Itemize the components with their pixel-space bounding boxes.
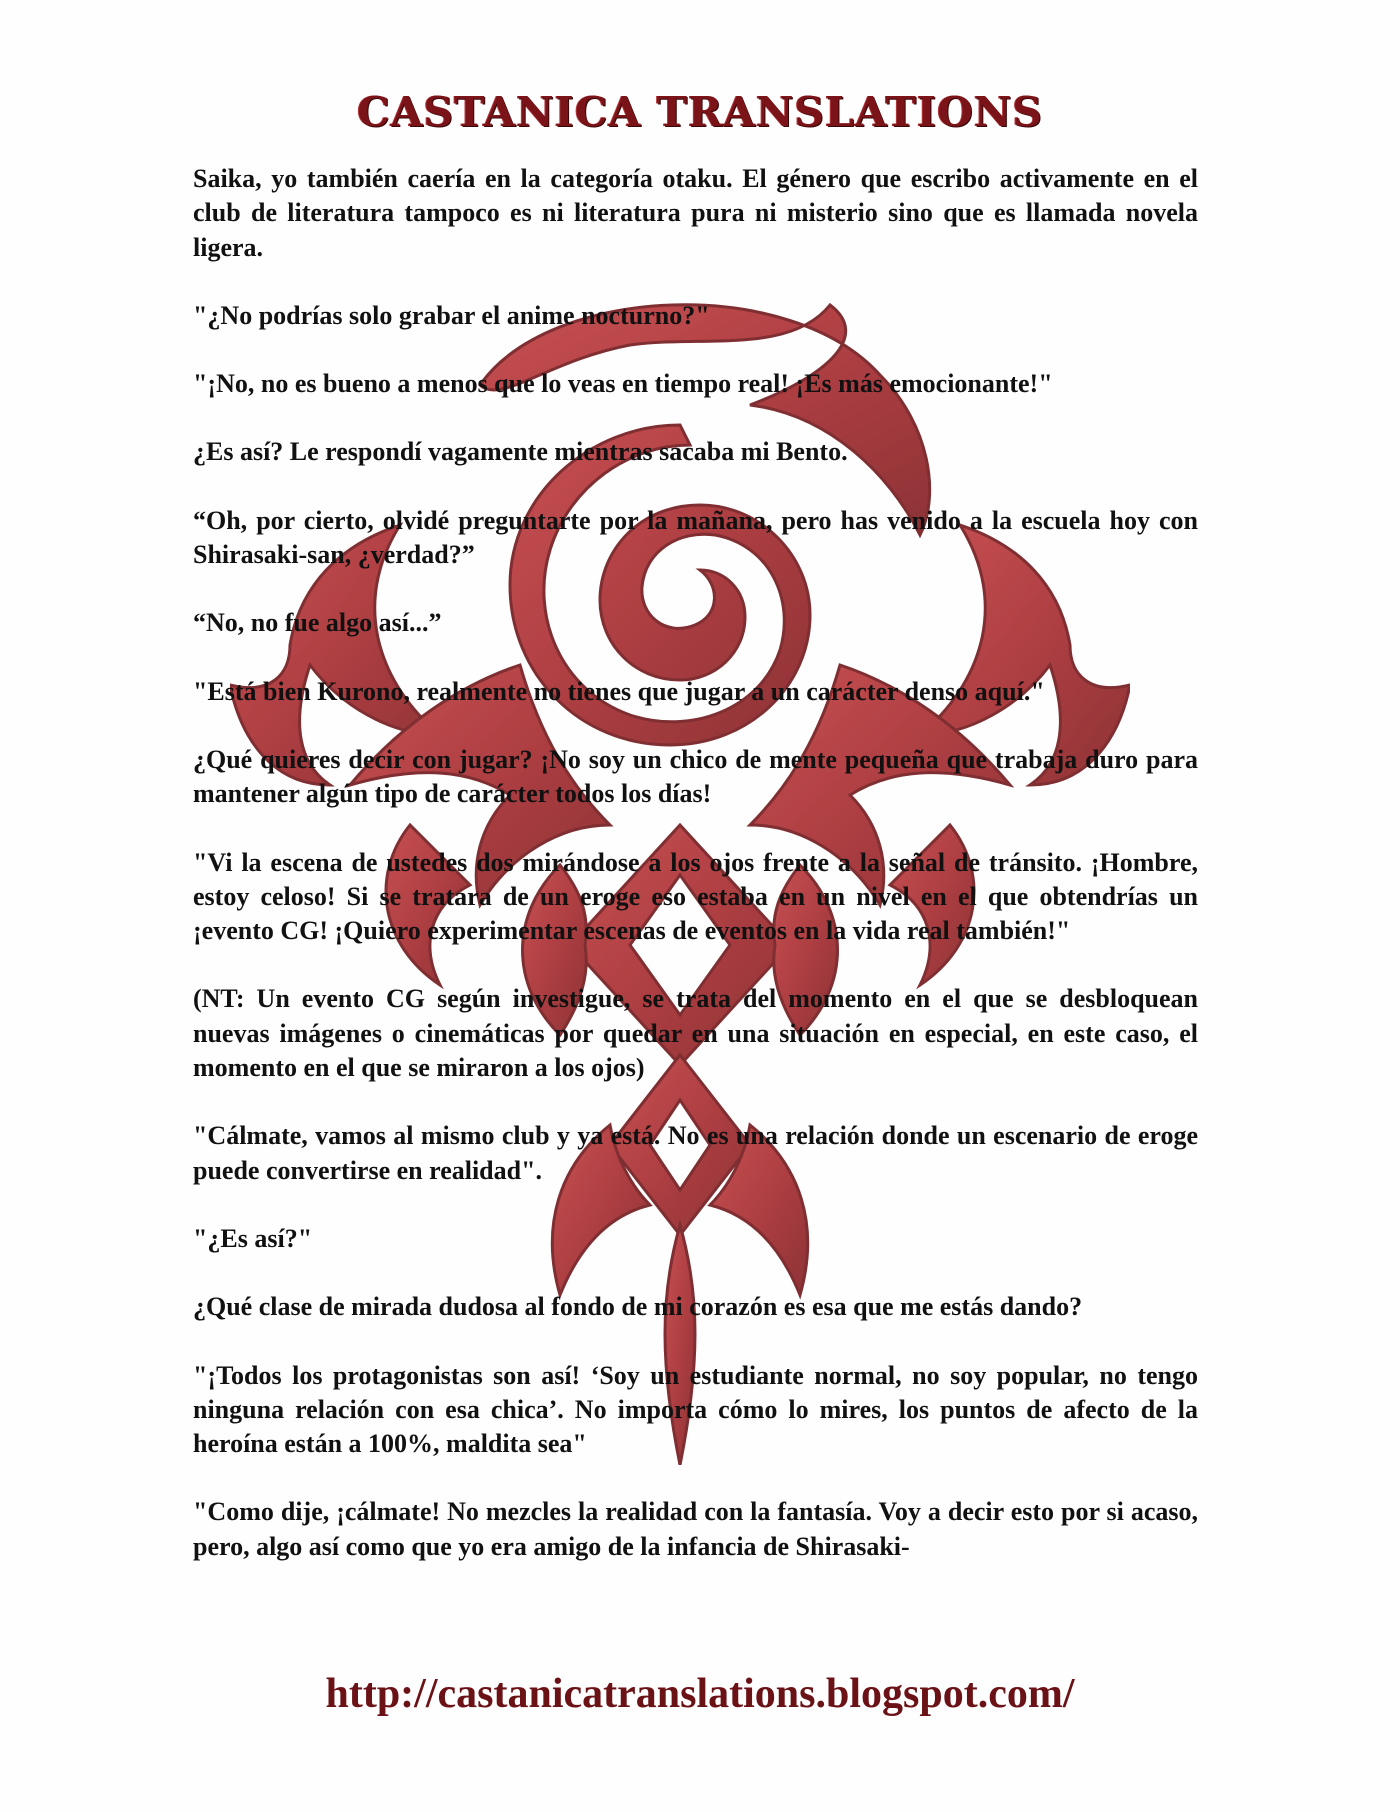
paragraph: ¿Qué quieres decir con jugar? ¡No soy un chico de mente pequeña que trabaja duro para mantener algún tipo de carácter todos los días! xyxy=(193,744,1198,809)
paragraph: “No, no fue algo así...” xyxy=(193,608,442,638)
paragraph: ¿Es así? Le respondí vagamente mientras sacaba mi Bento. xyxy=(193,437,848,467)
paragraph: (NT: Un evento CG según investigue, se trata del momento en el que se desbloquean nuevas imágenes o cinemáticas por quedar en una situación en especial, en este caso, el momento en el que se miraron a los ojos) xyxy=(193,984,1198,1083)
paragraph: "¡No, no es bueno a menos que lo veas en tiempo real! ¡Es más emocionante!" xyxy=(193,369,1053,399)
site-title: CASTANICA TRANSLATIONS xyxy=(357,88,1043,136)
footer-url-link[interactable]: http://castanicatranslations.blogspot.com/ xyxy=(325,1671,1075,1717)
paragraph: "Vi la escena de ustedes dos mirándose a los ojos frente a la señal de tránsito. ¡Hombre, estoy celoso! Si se tratara de un eroge eso estaba en un nivel en el que obtendrías un ¡evento CG! ¡Quiero experimentar escenas de eventos en la vida real también!" xyxy=(193,847,1198,946)
paragraph: Saika, yo también caería en la categoría otaku. El género que escribo activamente en el club de literatura tampoco es ni literatura pura ni misterio sino que es llamada novela ligera. xyxy=(193,164,1198,262)
paragraph: "¿No podrías solo grabar el anime nocturno?" xyxy=(193,300,710,330)
paragraph: "Está bien Kurono, realmente no tienes que jugar a un carácter denso aquí." xyxy=(193,676,1045,706)
paragraph: "¡Todos los protagonistas son así! ‘Soy un estudiante normal, no soy popular, no tengo ninguna relación con esa chica’. No importa cómo lo mires, los puntos de afecto de la heroína están a 100%, maldita sea" xyxy=(193,1360,1198,1459)
paragraph: "Como dije, ¡cálmate! No mezcles la realidad con la fantasía. Voy a decir esto por si acaso, pero, algo así como que yo era amigo de la infancia de Shirasaki- xyxy=(193,1497,1198,1561)
paragraph: ¿Qué clase de mirada dudosa al fondo de mi corazón es esa que me estás dando? xyxy=(193,1292,1083,1322)
paragraph: "Cálmate, vamos al mismo club y ya está. No es una relación donde un escenario de eroge puede convertirse en realidad". xyxy=(193,1121,1198,1185)
document-body xyxy=(193,162,1198,1598)
paragraph: "¿Es así?" xyxy=(193,1223,313,1253)
paragraph: “Oh, por cierto, olvidé preguntarte por la mañana, pero has venido a la escuela hoy con Shirasaki-san, ¿verdad?” xyxy=(193,505,1198,570)
